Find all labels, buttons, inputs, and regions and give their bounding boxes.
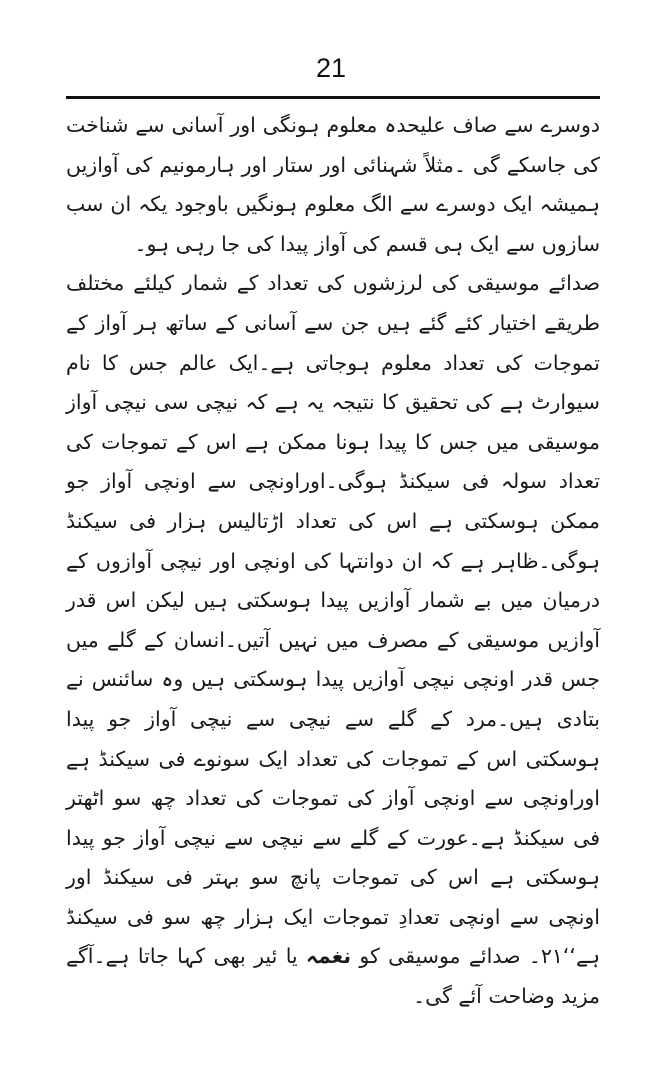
paragraph-1-text: دوسرے سے صاف علیحدہ معلوم ہونگی اور آسانی سے شناخت کی جاسکے گی ۔مثلاً شہنائی اور ستار اور ہارمونیم کی آوازیں ہمیشہ ایک دوسرے سے الگ معلوم ہونگیں باوجود یکہ ان سب سازوں سے ایک ہی قسم کی آواز پیدا کی جا رہی ہو۔ (66, 113, 600, 256)
paragraph-2-text: صدائے موسیقی کی لرزشوں کی تعداد کے شمار کیلئے مختلف طریقے اختیار کئے گئے ہیں جن سے آسانی کے ساتھ ہر آواز کے تموجات کی تعداد معلوم ہوجاتی ہے۔ایک عالم جس کا نام سیوارٹ ہے کی تحقیق کا نتیجہ یہ ہے کہ نیچی سی نیچی آواز موسیقی میں جس کا پیدا ہونا ممکن ہے اس کے تموجات کی تعداد سولہ فی سیکنڈ ہوگی۔اوراونچی سے اونچی آواز جو ممکن ہوسکتی ہے اس کی تعداد اڑتالیس ہزار فی سیکنڈ ہوگی۔ظاہر ہے کہ ان دوانتہا کی اونچی اور نیچی آوازوں کے درمیان میں بے شمار آوازیں پیدا ہوسکتی ہیں لیکن اس قدر آوازیں موسیقی کے مصرف میں نہیں آتیں۔انسان کے گلے میں جس قدر اونچی نیچی آوازیں پیدا ہوسکتی ہیں وہ سائنس نے بتادی ہیں۔مرد کے گلے سے نیچی سے نیچی آواز جو پیدا ہوسکتی اس کے تموجات کی تعداد ایک سونوے فی سیکنڈ ہے اوراونچی سے اونچی آواز کی تموجات کی تعداد چھ سو اٹھتر فی سیکنڈ ہے۔عورت کے گلے سے نیچی سے نیچی آواز جو پیدا ہوسکتی ہے اس کی تموجات پانچ سو بہتر فی سیکنڈ اور اونچی سے اونچی تعدادِ تموجات ایک ہزار چھ سو فی سیکنڈ ہے‘‘۲۱۔ صدائے موسیقی کو (66, 271, 600, 969)
emphasized-term: نغمہ (306, 944, 352, 969)
paragraph-1 (66, 106, 600, 264)
page-body (66, 106, 600, 1017)
paragraph-2 (66, 264, 600, 1016)
page-number: 21 (315, 53, 347, 83)
paragraph-2-text-end: یا ئیر بھی کہا جاتا ہے۔آگے مزید وضاحت آئے گی۔ (66, 944, 600, 1009)
header-rule (66, 96, 600, 99)
